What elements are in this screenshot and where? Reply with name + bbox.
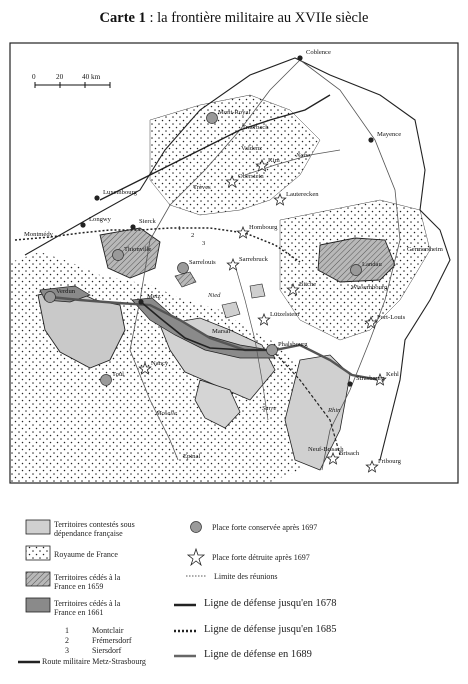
river-label-moselle: Moselle xyxy=(156,410,177,417)
legend-num-3-label: Siersdorf xyxy=(92,646,122,655)
place-label: Traerbach xyxy=(242,124,269,131)
legend-label-1685: Ligne de défense jusqu'en 1685 xyxy=(204,624,337,635)
place-label: Brisach xyxy=(339,450,360,457)
legend-label-contested: Territoires contestés sous dépendance française xyxy=(54,520,135,538)
river-label-rhin: Rhin xyxy=(328,407,341,414)
river-label-sarre: Sarre xyxy=(262,405,277,412)
legend-num-1-label: Montclair xyxy=(92,626,124,635)
enclave-number-3: 3 xyxy=(202,240,206,247)
legend-label-kingdom: Royaume de France xyxy=(54,550,118,559)
place-label: Sarrelouis xyxy=(189,259,216,266)
place-label: Lützelstein xyxy=(270,311,300,318)
place-label: Trèves xyxy=(193,184,211,191)
place-label: Mont-Royal xyxy=(218,109,251,116)
scale-tick-0: 0 xyxy=(32,73,36,81)
map-title-bold: Carte 1 xyxy=(99,10,146,26)
enclave-number-2: 2 xyxy=(191,232,195,239)
place-label: Oberstein xyxy=(238,173,264,180)
place-label: Phalsbourg xyxy=(278,341,308,348)
place-label: Epinal xyxy=(183,453,201,460)
enclave-number-1: 1 xyxy=(178,225,182,232)
legend-label-kept: Place forte conservée après 1697 xyxy=(212,523,318,532)
place-label: Sarrebruck xyxy=(239,256,268,263)
place-label: Fort-Louis xyxy=(377,314,406,321)
place-label: Luxembourg xyxy=(103,189,137,196)
river-label-nied: Nied xyxy=(208,292,221,299)
place-label: Fribourg xyxy=(378,458,401,465)
legend-label-1678: Ligne de défense jusqu'en 1678 xyxy=(204,598,337,609)
scale-tick-20: 20 xyxy=(56,73,64,81)
place-label: Kehl xyxy=(386,371,399,378)
place-label: Coblence xyxy=(306,49,331,56)
river-label-nahe: Nahe xyxy=(296,152,310,159)
place-label: Sierck xyxy=(139,218,156,225)
legend-label-ceded-1659: Territoires cédés à la France en 1659 xyxy=(54,573,121,591)
place-label: Lauterecken xyxy=(286,191,319,198)
place-label: Montmédy xyxy=(24,231,53,238)
legend-num-1: 1 xyxy=(65,626,69,635)
place-label: Mayence xyxy=(377,131,402,138)
legend-label-route: Route militaire Metz-Strasbourg xyxy=(42,657,146,666)
place-label: Nancy xyxy=(151,360,169,367)
legend-label-limit: Limite des réunions xyxy=(214,572,278,581)
place-label: Neuf-Brisach xyxy=(308,446,344,453)
legend-num-2-label: Frémersdorf xyxy=(92,636,132,645)
place-label: Toul xyxy=(112,371,124,378)
place-label: Kim xyxy=(268,157,280,164)
place-label: Verdun xyxy=(56,288,76,295)
place-label: Valdenz xyxy=(241,145,263,152)
place-label: Marsal xyxy=(212,328,231,335)
place-label: Longwy xyxy=(89,216,111,223)
legend-label-destroyed: Place forte détruite après 1697 xyxy=(212,553,310,562)
place-label: Metz xyxy=(147,293,161,300)
place-label: Hombourg xyxy=(249,224,278,231)
place-label: Strasbourg xyxy=(356,375,385,382)
legend-num-3: 3 xyxy=(65,646,69,655)
place-label: Landau xyxy=(362,261,382,268)
legend-label-1689: Ligne de défense en 1689 xyxy=(204,649,312,660)
map-title-rest: : la frontière militaire au XVIIe siècle xyxy=(145,10,369,26)
legend-label-ceded-1661: Territoires cédés à la France en 1661 xyxy=(54,599,121,617)
legend-num-2: 2 xyxy=(65,636,69,645)
place-label: Germersheim xyxy=(407,246,443,253)
place-label: Bitche xyxy=(299,281,317,288)
place-label: Wissembourg xyxy=(351,284,388,291)
scale-tick-40: 40 km xyxy=(82,73,101,81)
place-label: Thionville xyxy=(124,246,152,253)
